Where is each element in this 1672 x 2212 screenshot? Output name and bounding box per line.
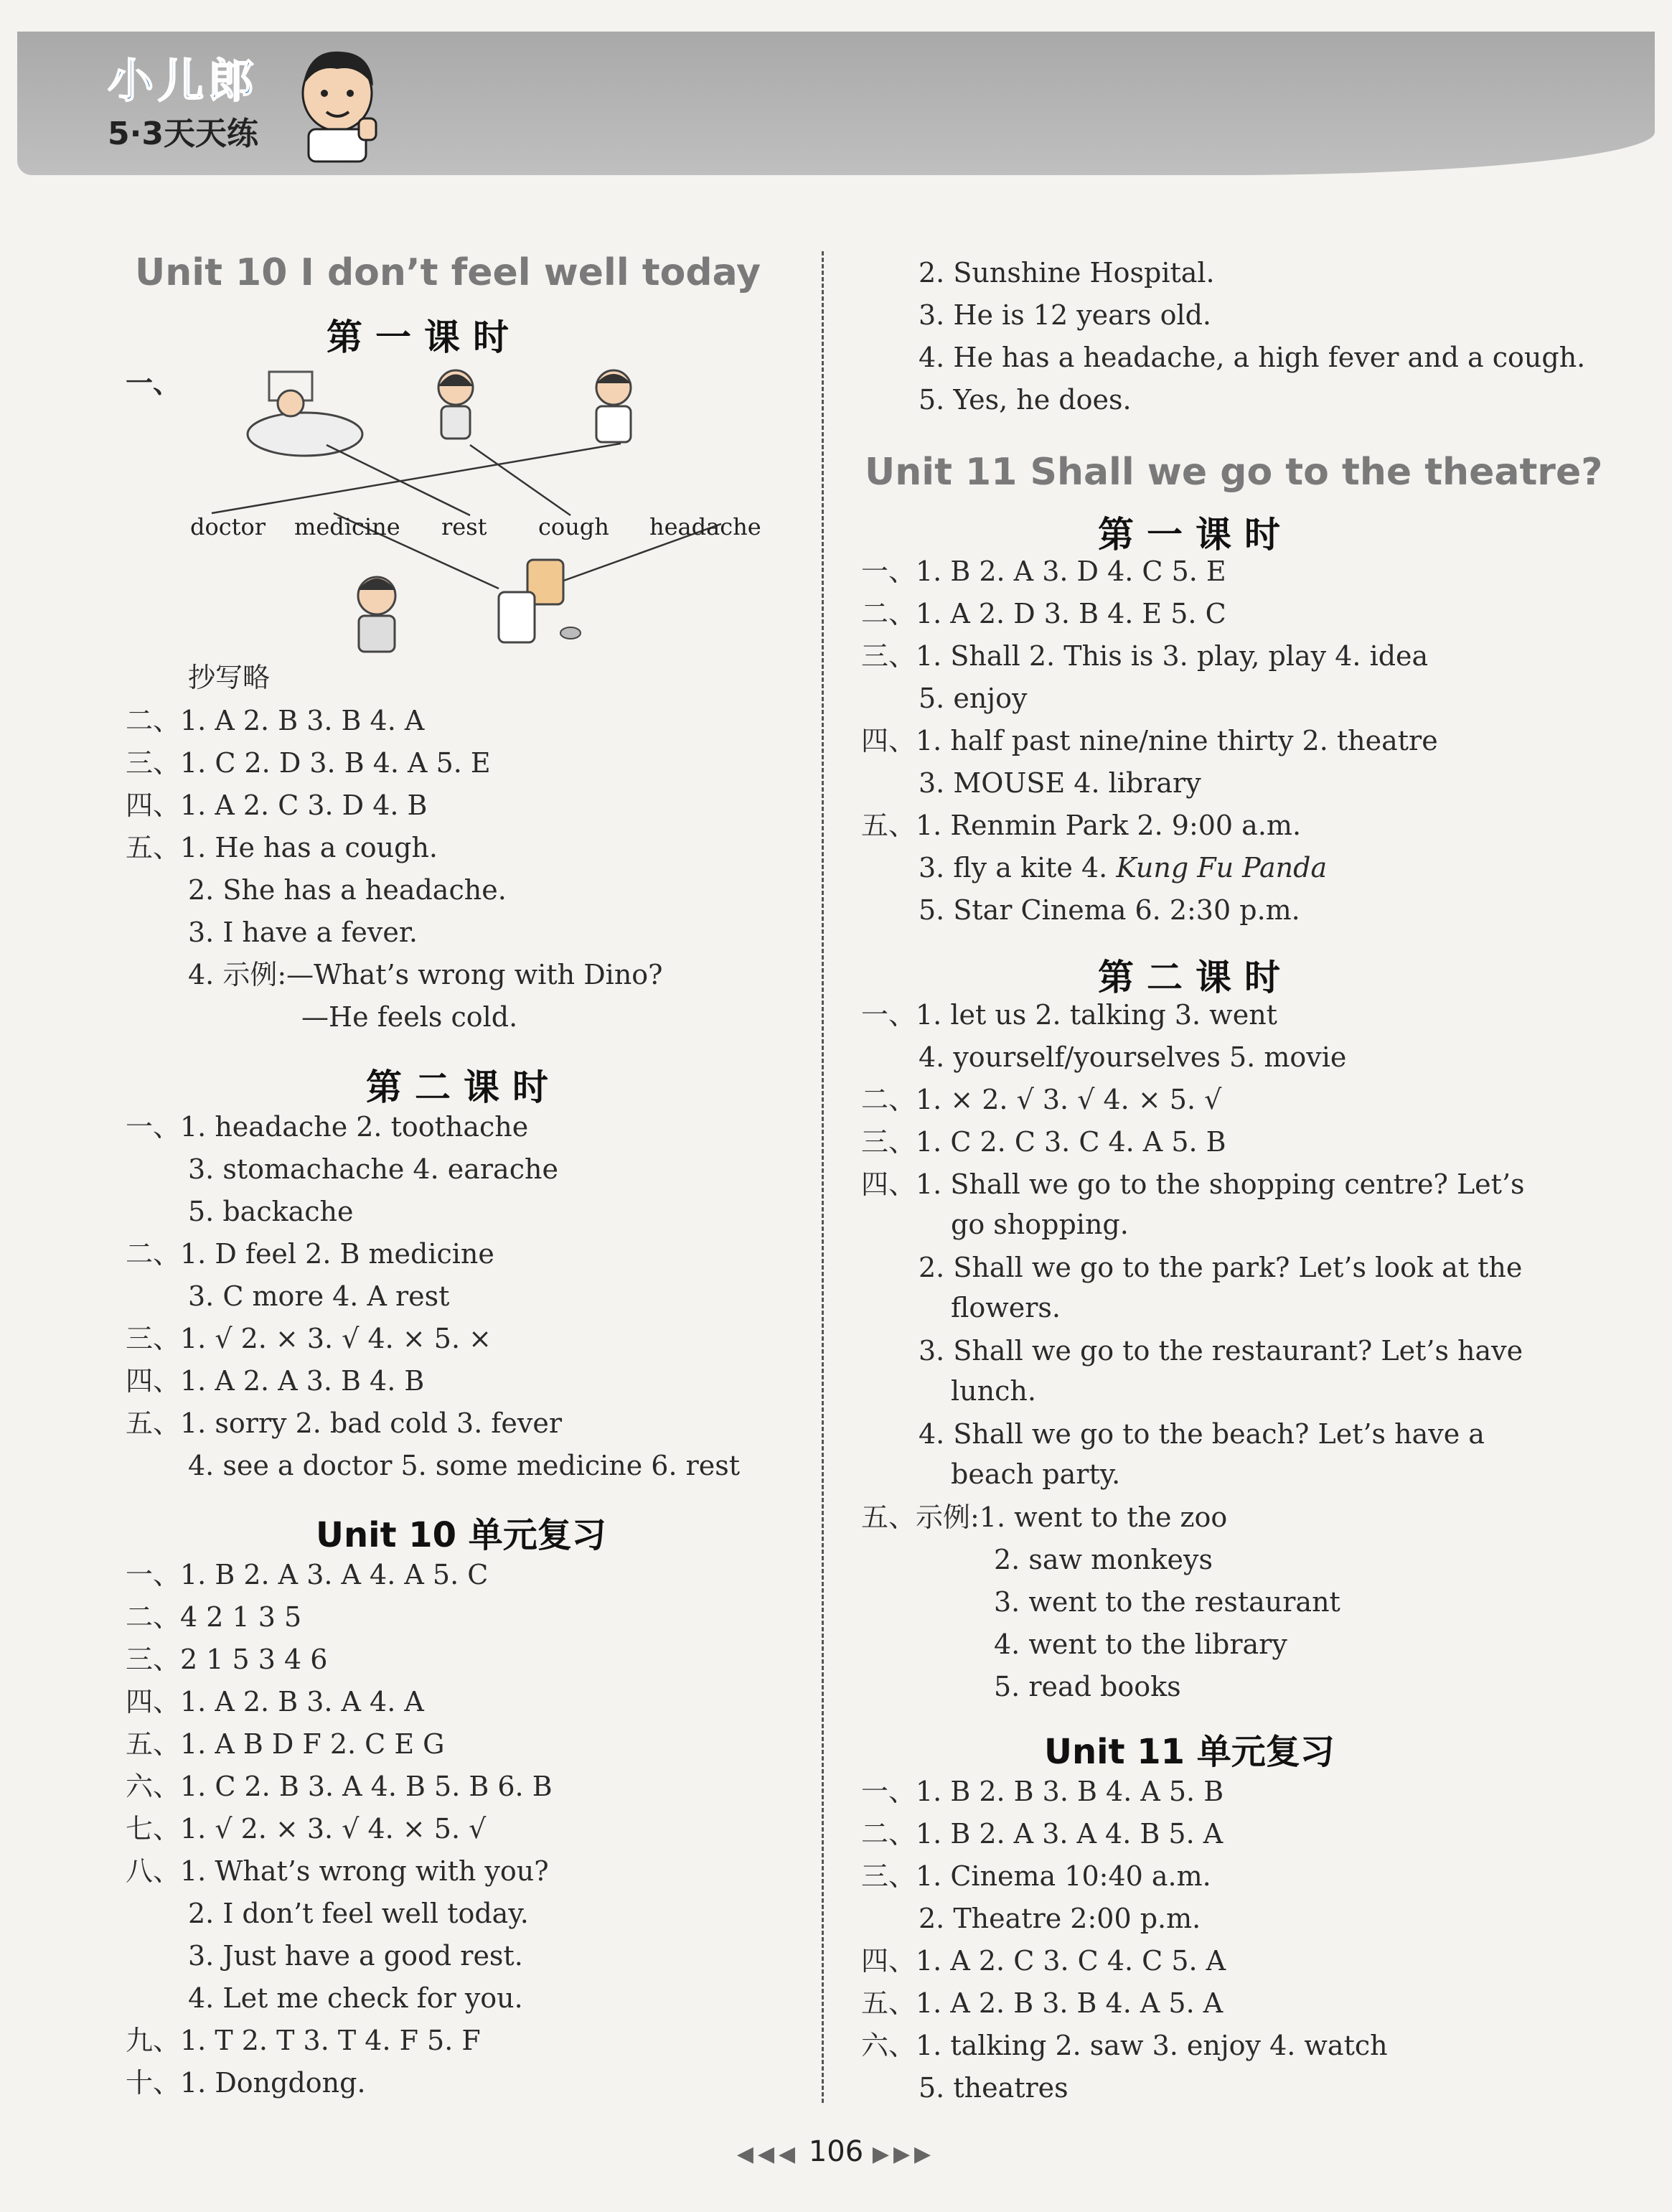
logo-sub-text: 5·3天天练	[108, 116, 258, 152]
r10-ba-1: 八、1. What’s wrong with you?	[126, 1855, 549, 1887]
unit-11-title: Unit 11 Shall we go to the theatre?	[865, 451, 1603, 494]
l11-2-yi-2: 4. yourself/yourselves 5. movie	[919, 1041, 1347, 1073]
r11-er: 二、1. B 2. A 3. A 4. B 5. A	[861, 1818, 1224, 1850]
l10-2-er-1: 二、1. D feel 2. B medicine	[126, 1238, 494, 1270]
r11-san-1: 三、1. Cinema 10:40 a.m.	[861, 1860, 1211, 1892]
l11-2-wu-3: 3. went to the restaurant	[994, 1586, 1340, 1618]
match-label-doctor: doctor	[190, 513, 266, 540]
unit-11-review-heading: Unit 11 单元复习	[1044, 1732, 1335, 1772]
l11-2-si-3: 2. Shall we go to the park? Let’s look at the	[919, 1252, 1523, 1283]
r10-shi: 十、1. Dongdong.	[126, 2067, 366, 2099]
page-number-bar	[0, 2135, 1672, 2168]
l11-2-wu-4: 4. went to the library	[994, 1628, 1287, 1660]
l10-1-wu-1: 五、1. He has a cough.	[126, 832, 438, 863]
match-label-rest: rest	[441, 513, 487, 540]
prev-arrows-icon: ◀◀◀	[736, 2142, 800, 2167]
r11-liu-2: 5. theatres	[919, 2072, 1069, 2104]
unit-10-title: Unit 10 I don’t feel well today	[135, 251, 761, 294]
l11-1-si-2: 3. MOUSE 4. library	[919, 767, 1201, 799]
sick-in-bed-icon	[248, 372, 362, 456]
l11-2-si-6: lunch.	[951, 1375, 1036, 1407]
doctor-icon	[596, 370, 631, 442]
l11-1-wu-2	[919, 852, 1327, 884]
header-band	[17, 32, 1655, 175]
girl-coughing-icon	[438, 370, 473, 439]
l10-2-si: 四、1. A 2. A 3. B 4. B	[126, 1365, 425, 1397]
logo-main-text: 小儿郎	[108, 55, 258, 108]
l11-2-wu-1: 五、示例:1. went to the zoo	[861, 1501, 1228, 1533]
section-marker-yi: 一、	[126, 367, 181, 399]
l10-1-er: 二、1. A 2. B 3. B 4. A	[126, 705, 425, 736]
l11-2-si-1: 四、1. Shall we go to the shopping centre? Let’s	[861, 1168, 1525, 1200]
l10-1-wu-3: 3. I have a fever.	[188, 917, 418, 948]
r10-jiu: 九、1. T 2. T 3. T 4. F 5. F	[126, 2025, 481, 2056]
r11-san-2: 2. Theatre 2:00 p.m.	[919, 1903, 1201, 1934]
match-label-cough: cough	[538, 513, 609, 540]
l10-1-san: 三、1. C 2. D 3. B 4. A 5. E	[126, 747, 491, 779]
l11-1-wu-2-title: Kung Fu Panda	[1116, 852, 1328, 884]
r-cont-2: 2. Sunshine Hospital.	[919, 257, 1215, 289]
l11-1-wu-3: 5. Star Cinema 6. 2:30 p.m.	[919, 894, 1300, 926]
unit-10-lesson-2-heading: 第二课时	[366, 1067, 561, 1108]
r10-wu: 五、1. A B D F 2. C E G	[126, 1728, 445, 1760]
l10-2-san: 三、1. √ 2. × 3. √ 4. × 5. ×	[126, 1323, 492, 1354]
r-cont-5: 5. Yes, he does.	[919, 384, 1132, 416]
l10-1-wu-2: 2. She has a headache.	[188, 874, 507, 906]
copy-note: 抄写略	[188, 662, 271, 693]
brand-logo	[108, 44, 258, 154]
l11-2-wu-5: 5. read books	[994, 1671, 1181, 1702]
r-cont-3: 3. He is 12 years old.	[919, 299, 1211, 331]
unit-10-lesson-1-heading: 第一课时	[327, 317, 522, 358]
r10-liu: 六、1. C 2. B 3. A 4. B 5. B 6. B	[126, 1771, 553, 1802]
l11-1-si-1: 四、1. half past nine/nine thirty 2. theatre	[861, 725, 1438, 756]
l11-2-si-7: 4. Shall we go to the beach? Let’s have a	[919, 1418, 1485, 1450]
match-label-medicine: medicine	[294, 513, 400, 540]
l11-2-si-5: 3. Shall we go to the restaurant? Let’s have	[919, 1335, 1523, 1367]
l10-2-yi-2: 3. stomachache 4. earache	[188, 1153, 558, 1185]
unit-10-review-heading: Unit 10 单元复习	[316, 1515, 606, 1555]
l11-1-wu-2-text: 3. fly a kite 4.	[919, 852, 1117, 884]
r10-er: 二、4 2 1 3 5	[126, 1601, 302, 1633]
r-cont-4: 4. He has a headache, a high fever and a cough.	[919, 342, 1586, 373]
l10-1-si: 四、1. A 2. C 3. D 4. B	[126, 789, 428, 821]
l11-1-yi: 一、1. B 2. A 3. D 4. C 5. E	[861, 556, 1226, 587]
match-label-headache: headache	[649, 513, 761, 540]
l11-2-wu-2: 2. saw monkeys	[994, 1544, 1213, 1575]
l11-2-si-4: flowers.	[951, 1292, 1061, 1323]
l11-1-san-1: 三、1. Shall 2. This is 3. play, play 4. idea	[861, 640, 1429, 672]
l10-2-wu-1: 五、1. sorry 2. bad cold 3. fever	[126, 1407, 563, 1439]
l10-1-wu-5: —He feels cold.	[301, 1001, 518, 1033]
medicine-bottles-icon	[499, 560, 581, 642]
l11-2-si-2: go shopping.	[951, 1209, 1129, 1240]
r10-ba-2: 2. I don’t feel well today.	[188, 1898, 529, 1929]
r10-ba-3: 3. Just have a good rest.	[188, 1940, 523, 1972]
mascot-icon	[287, 43, 388, 165]
r11-wu: 五、1. A 2. B 3. B 4. A 5. A	[861, 1987, 1224, 2019]
l11-1-er: 二、1. A 2. D 3. B 4. E 5. C	[861, 598, 1226, 629]
r10-ba-4: 4. Let me check for you.	[188, 1982, 523, 2014]
matching-figure	[126, 359, 786, 660]
r11-si: 四、1. A 2. C 3. C 4. C 5. A	[861, 1945, 1226, 1977]
l11-1-wu-1: 五、1. Renmin Park 2. 9:00 a.m.	[861, 810, 1302, 841]
l11-1-san-2: 5. enjoy	[919, 683, 1028, 714]
l11-2-si-8: beach party.	[951, 1458, 1121, 1490]
l10-2-er-2: 3. C more 4. A rest	[188, 1280, 450, 1312]
r10-yi: 一、1. B 2. A 3. A 4. A 5. C	[126, 1559, 489, 1590]
r11-yi: 一、1. B 2. B 3. B 4. A 5. B	[861, 1776, 1224, 1807]
l10-2-wu-2: 4. see a doctor 5. some medicine 6. rest	[188, 1450, 741, 1481]
r11-liu-1: 六、1. talking 2. saw 3. enjoy 4. watch	[861, 2030, 1388, 2061]
column-divider	[822, 251, 824, 2103]
l10-2-yi-1: 一、1. headache 2. toothache	[126, 1111, 529, 1143]
l10-2-yi-3: 5. backache	[188, 1196, 354, 1227]
r10-si: 四、1. A 2. B 3. A 4. A	[126, 1686, 424, 1717]
unit-11-lesson-2-heading: 第二课时	[1098, 957, 1293, 998]
l11-2-yi-1: 一、1. let us 2. talking 3. went	[861, 999, 1277, 1031]
unit-11-lesson-1-heading: 第一课时	[1098, 514, 1293, 556]
r10-san: 三、2 1 5 3 4 6	[126, 1644, 328, 1675]
r10-qi: 七、1. √ 2. × 3. √ 4. × 5. √	[126, 1813, 487, 1845]
next-arrows-icon: ▶▶▶	[872, 2142, 936, 2167]
boy-headache-icon	[358, 577, 395, 652]
l11-2-er: 二、1. × 2. √ 3. √ 4. × 5. √	[861, 1084, 1222, 1115]
l10-1-wu-4: 4. 示例:—What’s wrong with Dino?	[188, 959, 663, 990]
l11-2-san: 三、1. C 2. C 3. C 4. A 5. B	[861, 1126, 1226, 1158]
page-number: 106	[808, 2135, 864, 2168]
